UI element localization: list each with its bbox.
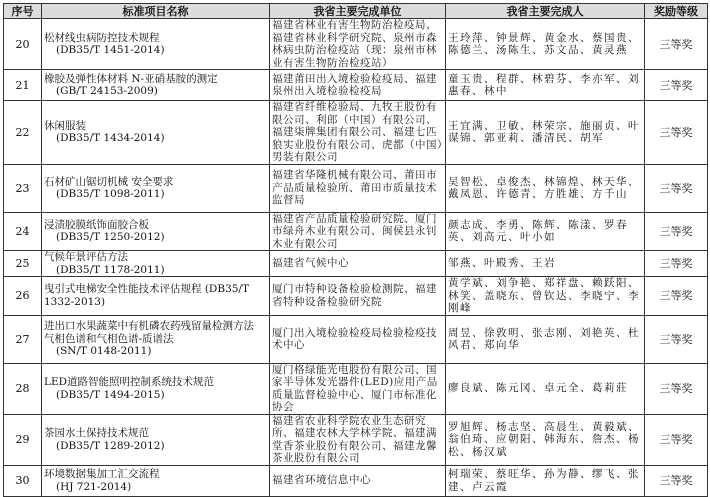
completing-units: 福建省产品质量检验研究院、厦门市绿舟木业有限公司、闽侯县永钊木业有限公司 <box>270 212 446 251</box>
header-no: 序号 <box>4 4 42 19</box>
row-number: 30 <box>4 465 42 496</box>
header-row <box>4 4 708 19</box>
row-number: 24 <box>4 212 42 251</box>
standard-name <box>42 277 270 316</box>
standard-title: 茶园水土保持技术规范 <box>44 427 149 439</box>
table-row <box>4 70 708 101</box>
standard-title: 橡胶及弹性体材料 N-亚硝基胺的测定 <box>44 72 218 85</box>
table-row <box>4 101 708 165</box>
row-number: 29 <box>4 414 42 465</box>
standard-title: LED道路智能照明控制系统技术规范 <box>44 376 215 388</box>
row-number: 27 <box>4 315 42 363</box>
table-row <box>4 465 708 496</box>
award-level: 三等奖 <box>645 363 708 414</box>
completing-people: 黄学斌、刘争艳、郑祥盘、赖跃阳、林笑、盖晓东、曾钦达、李晓宁、李刚峰 <box>446 277 645 316</box>
row-number: 21 <box>4 70 42 101</box>
award-level: 三等奖 <box>645 164 708 212</box>
standard-name <box>42 465 270 496</box>
award-level: 三等奖 <box>645 414 708 465</box>
completing-units: 厦门市特种设备检验检测院、福建省特种设备检验研究院 <box>270 277 446 316</box>
row-number: 20 <box>4 19 42 70</box>
completing-units: 福建省林业有害生物防治检疫局、福建省林业科学研究院、泉州市森林病虫防治检疫站（现：泉州市林业有害生物防治检疫站） <box>270 19 446 70</box>
completing-units: 厦门出入境检验检疫局检验检疫技术中心 <box>270 315 446 363</box>
standard-name <box>42 101 270 165</box>
standard-name <box>42 70 270 101</box>
standard-title: 休闲服装 <box>44 119 86 132</box>
standard-title: 石材矿山锯切机械 安全要求 <box>44 175 174 188</box>
completing-units: 厦门格绿能光电股份有限公司、国家半导体发光器件(LED)应用产品质量监督检验中心、厦门市标准化协会 <box>270 363 446 414</box>
standard-name <box>42 212 270 251</box>
completing-people: 吴智松、卓俊杰、林锦煌、林天华、戴凤恩、许德青、方胜雄、方千山 <box>446 164 645 212</box>
completing-units: 福建省华隆机械有限公司、莆田市产品质量检验所、莆田市质量技术监督局 <box>270 164 446 212</box>
completing-units: 福建省纤维检验局、九牧王股份有限公司、利郎（中国）有限公司、福建柒牌集团有限公司、福建七匹狼实业股份有限公司、虎都（中国）男装有限公司 <box>270 101 446 165</box>
row-number: 25 <box>4 251 42 277</box>
table-row <box>4 414 708 465</box>
completing-people: 王玲萍、钟景辉、黄金水、蔡国贵、陈德兰、汤陈生、苏文品、黄灵燕 <box>446 19 645 70</box>
completing-people: 柯瑞荣、蔡旺华、孙为静、缪飞、张建、卢云霞 <box>446 465 645 496</box>
table-row <box>4 277 708 316</box>
awards-table <box>3 3 708 497</box>
standard-title: 进出口水果蔬菜中有机磷农药残留量检测方法 气相色谱和气相色谱-质谱法 <box>44 320 254 345</box>
standard-code: (SN/T 0148-2011) <box>56 345 152 358</box>
standard-name <box>42 19 270 70</box>
completing-people: 周昱、徐敦明、张志刚、刘艳英、杜风君、郑向华 <box>446 315 645 363</box>
standard-title: 松材线虫病防控技术规程 <box>44 31 160 44</box>
standard-title: 浸渍胶膜纸饰面胶合板 <box>44 218 149 231</box>
completing-people: 罗旭辉、杨志坚、高晨生、黄毅斌、翁伯琦、应朝阳、韩海东、詹杰、杨松、杨汉斌 <box>446 414 645 465</box>
standard-name <box>42 363 270 414</box>
standard-title: 环境数据集加工汇交流程 <box>44 468 160 480</box>
table-row <box>4 212 708 251</box>
award-level: 三等奖 <box>645 101 708 165</box>
award-level: 三等奖 <box>645 251 708 277</box>
row-number: 23 <box>4 164 42 212</box>
table-row <box>4 164 708 212</box>
completing-units: 福建省环境信息中心 <box>270 465 446 496</box>
award-level: 三等奖 <box>645 19 708 70</box>
header-name: 标准项目名称 <box>42 4 270 19</box>
award-level: 三等奖 <box>645 212 708 251</box>
standard-code: (DB35/T 1494-2015) <box>56 388 165 401</box>
header-award: 奖励等级 <box>645 4 708 19</box>
table-header <box>4 4 708 19</box>
award-level: 三等奖 <box>645 465 708 496</box>
award-level: 三等奖 <box>645 70 708 101</box>
standard-title: 气候年景评估方法 <box>44 251 128 263</box>
completing-people: 童玉贵、程群、林碧芬、李亦军、刘惠春、林中 <box>446 70 645 101</box>
completing-units: 福建莆田出入境检验检疫局、福建泉州出入境检验检疫局 <box>270 70 446 101</box>
award-level: 三等奖 <box>645 277 708 316</box>
header-people: 我省主要完成人 <box>446 4 645 19</box>
completing-units: 福建省气候中心 <box>270 251 446 277</box>
standard-name <box>42 414 270 465</box>
completing-people: 王宜满、卫敏、林荣宗、施丽贞、叶谋锦、郭亚莉、潘清民、胡军 <box>446 101 645 165</box>
standard-code: (DB35/T 1098-2011) <box>56 188 165 200</box>
standard-code: (HJ 721-2014) <box>56 480 132 493</box>
completing-people: 廖良斌、陈元冈、卓元全、葛莉莊 <box>446 363 645 414</box>
table-row <box>4 315 708 363</box>
standard-name <box>42 251 270 277</box>
standard-name <box>42 164 270 212</box>
standard-code: (DB35/T 1434-2014) <box>56 132 165 145</box>
award-level: 三等奖 <box>645 315 708 363</box>
completing-units: 福建省农业科学院农业生态研究所、福建农林大学林学院、福建满堂香茶业股份有限公司、福建龙馨茶业股份有限公司 <box>270 414 446 465</box>
standard-code: (DB35/T 1250-2012) <box>56 231 165 244</box>
completing-people: 颜志成、李勇、陈辉、陈漾、罗春英、刘高元、叶小如 <box>446 212 645 251</box>
completing-people: 邹燕、叶殿秀、王岩 <box>446 251 645 277</box>
row-number: 28 <box>4 363 42 414</box>
table-row <box>4 19 708 70</box>
standard-code: (DB35/T 1451-2014) <box>56 44 165 56</box>
table-row <box>4 363 708 414</box>
standard-code: (GB/T 24153-2009) <box>56 85 158 97</box>
row-number: 22 <box>4 101 42 165</box>
standard-code: (DB35/T 1178-2011) <box>56 263 165 276</box>
table-body <box>4 19 708 497</box>
header-unit: 我省主要完成单位 <box>270 4 446 19</box>
standard-title: 曳引式电梯安全性能技术评估规程 (DB35/T 1332-2013) <box>44 283 249 308</box>
standard-code: (DB35/T 1289-2012) <box>56 439 165 452</box>
standard-name <box>42 315 270 363</box>
table-row <box>4 251 708 277</box>
row-number: 26 <box>4 277 42 316</box>
